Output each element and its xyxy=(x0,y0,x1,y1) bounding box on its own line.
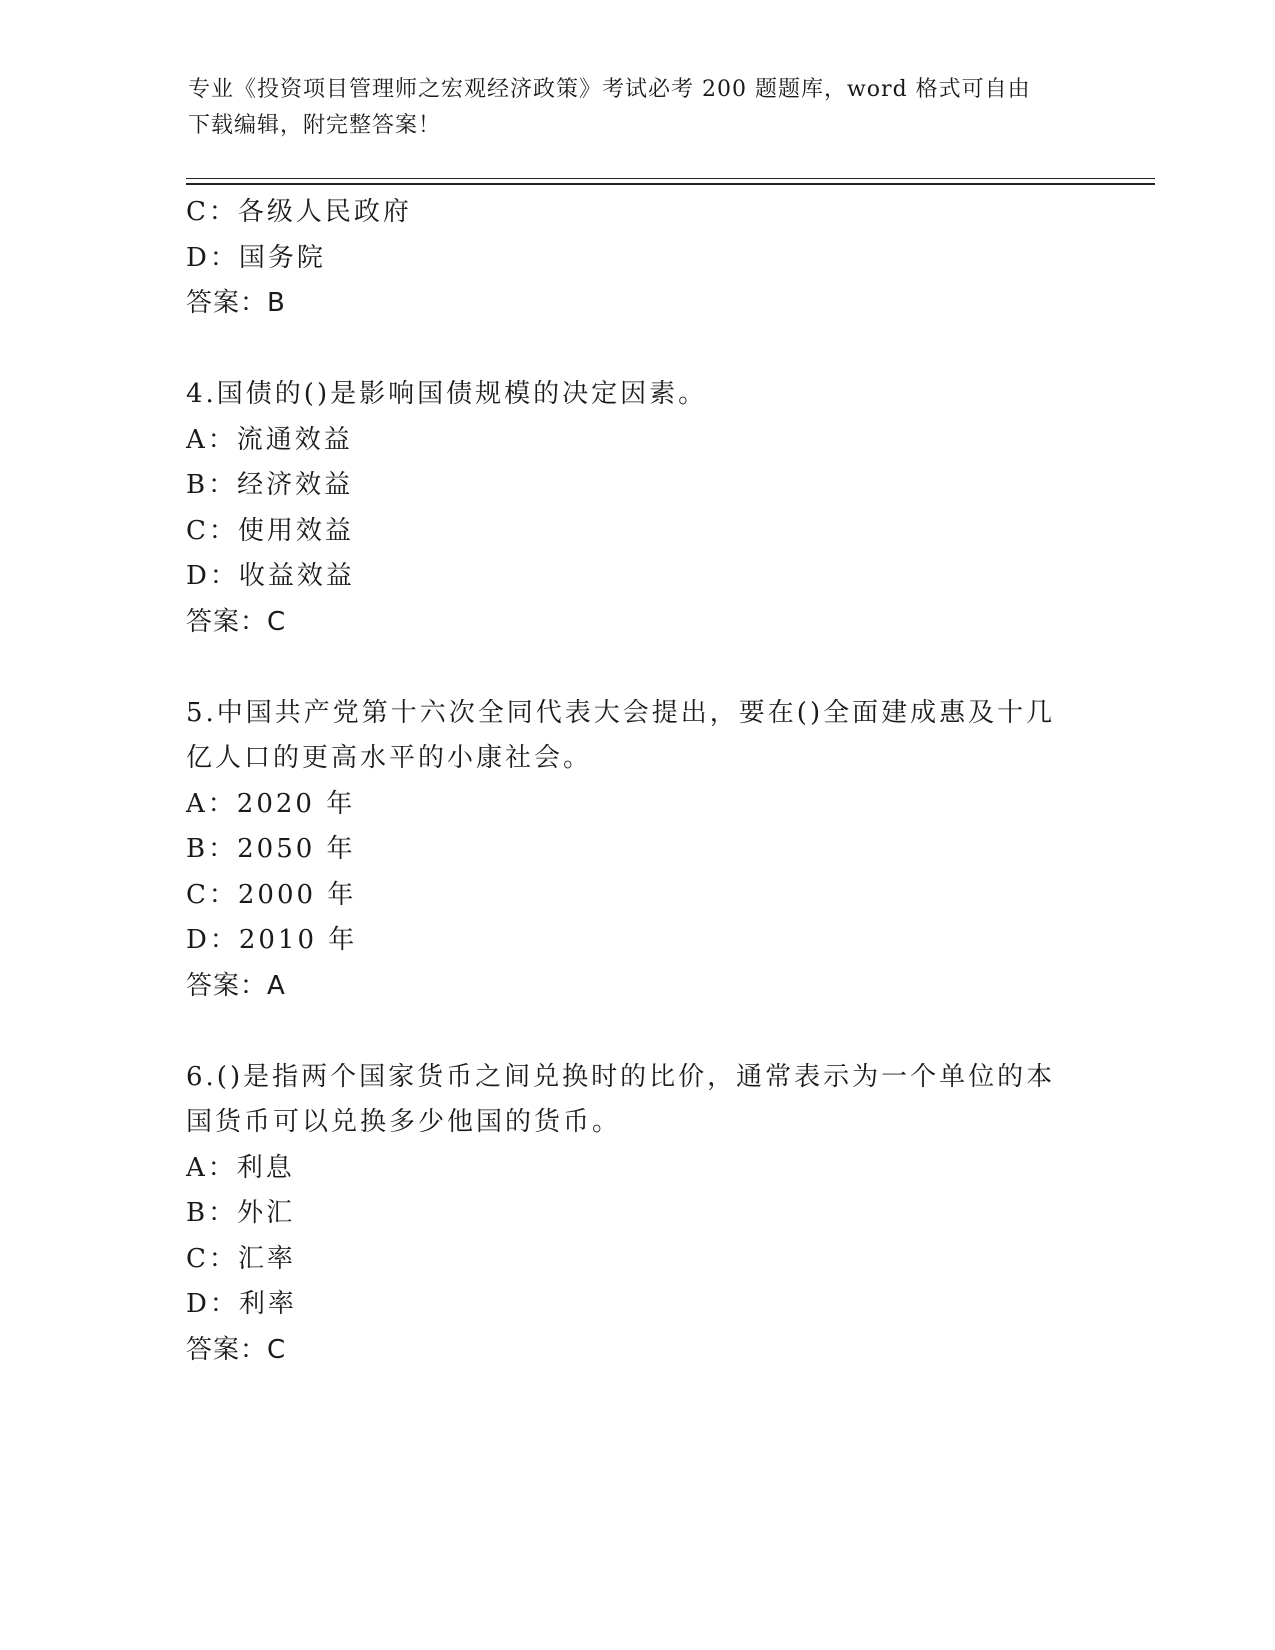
question-stem-line-1: 5.中国共产党第十六次全同代表大会提出，要在()全面建成惠及十几 xyxy=(186,697,1056,728)
option-b: B：经济效益 xyxy=(186,470,354,500)
answer-line: 答案：B xyxy=(186,288,286,318)
document-header xyxy=(188,72,1068,144)
question-5 xyxy=(186,691,1086,1010)
spacer xyxy=(186,645,1086,691)
answer-line: 答案：C xyxy=(186,606,287,637)
spacer xyxy=(186,1009,1086,1055)
header-line-1: 专业《投资项目管理师之宏观经济政策》考试必考 200 题题库，word 格式可自由 xyxy=(188,77,1031,102)
option-d: D：利率 xyxy=(186,1289,297,1319)
header-divider-thin xyxy=(186,178,1155,179)
option-d: D：收益效益 xyxy=(186,561,355,591)
question-list xyxy=(186,190,1086,1373)
option-b: B：2050 年 xyxy=(186,834,356,864)
option-c: C：使用效益 xyxy=(186,515,354,546)
header-line-2: 下载编辑，附完整答案！ xyxy=(188,113,442,138)
option-a: A：流通效益 xyxy=(186,424,353,455)
option-a: A：利息 xyxy=(186,1152,295,1183)
option-c: C：各级人民政府 xyxy=(186,197,412,227)
answer-line: 答案：C xyxy=(186,1334,287,1365)
question-stem-line-2: 亿人口的更高水平的小康社会。 xyxy=(186,743,593,773)
option-d: D：国务院 xyxy=(186,242,326,273)
option-d: D：2010 年 xyxy=(186,925,358,955)
option-c: C：汇率 xyxy=(186,1243,296,1274)
option-a: A：2020 年 xyxy=(186,788,356,819)
question-stem-line-1: 6.()是指两个国家货币之间兑换时的比价，通常表示为一个单位的本 xyxy=(186,1061,1056,1092)
question-3-tail xyxy=(186,190,1086,327)
option-b: B：外汇 xyxy=(186,1198,296,1228)
spacer xyxy=(186,327,1086,373)
option-c: C：2000 年 xyxy=(186,879,357,910)
question-stem: 4.国债的()是影响国债规模的决定因素。 xyxy=(186,379,708,409)
header-divider-thick xyxy=(186,183,1155,185)
question-6 xyxy=(186,1055,1086,1374)
question-4 xyxy=(186,372,1086,645)
answer-line: 答案：A xyxy=(186,970,286,1001)
question-stem-line-2: 国货币可以兑换多少他国的货币。 xyxy=(186,1107,622,1137)
